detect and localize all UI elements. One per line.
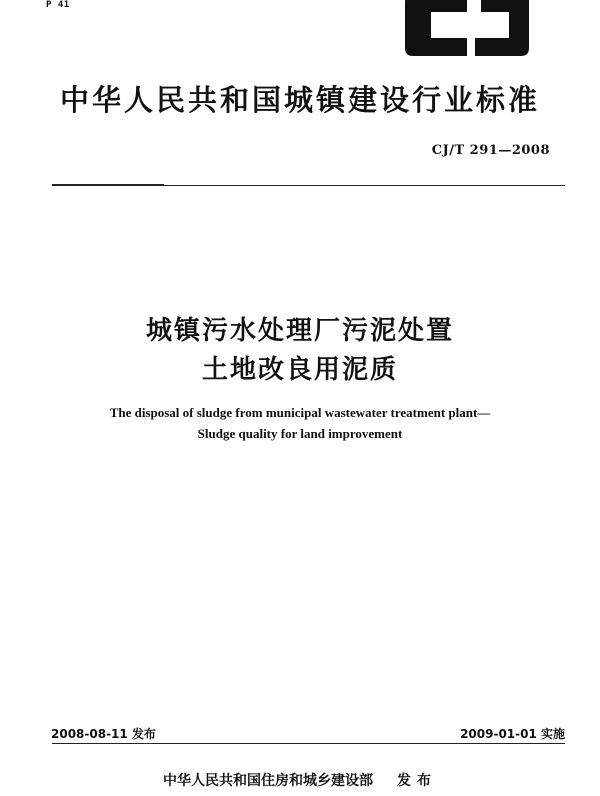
issuer-action: 发布 [397, 773, 437, 789]
cj-logo [405, 0, 529, 56]
footer-divider [52, 743, 565, 744]
standard-number: CJ/T 291—2008 [431, 143, 550, 158]
document-title-cn-line2: 土地改良用泥质 [201, 355, 398, 385]
logo-letter-c [405, 0, 467, 56]
issue-date: 2008-08-11 发布 [51, 727, 156, 741]
document-title-en-line1: The disposal of sludge from municipal wastewater treatment plant— [109, 405, 491, 420]
logo-letter-j [475, 0, 529, 56]
standard-category-title: 中华人民共和国城镇建设行业标准 [60, 83, 541, 117]
issuer-line [0, 770, 600, 790]
implementation-date: 2009-01-01 实施 [460, 727, 565, 741]
header-divider-accent [52, 184, 164, 186]
document-title-cn-line1: 城镇污水处理厂污泥处置 [145, 316, 454, 346]
document-title-en-line2: Sludge quality for land improvement [197, 426, 403, 441]
classification-code: P 41 [46, 0, 70, 10]
issuer-name: 中华人民共和国住房和城乡建设部 [163, 773, 373, 789]
